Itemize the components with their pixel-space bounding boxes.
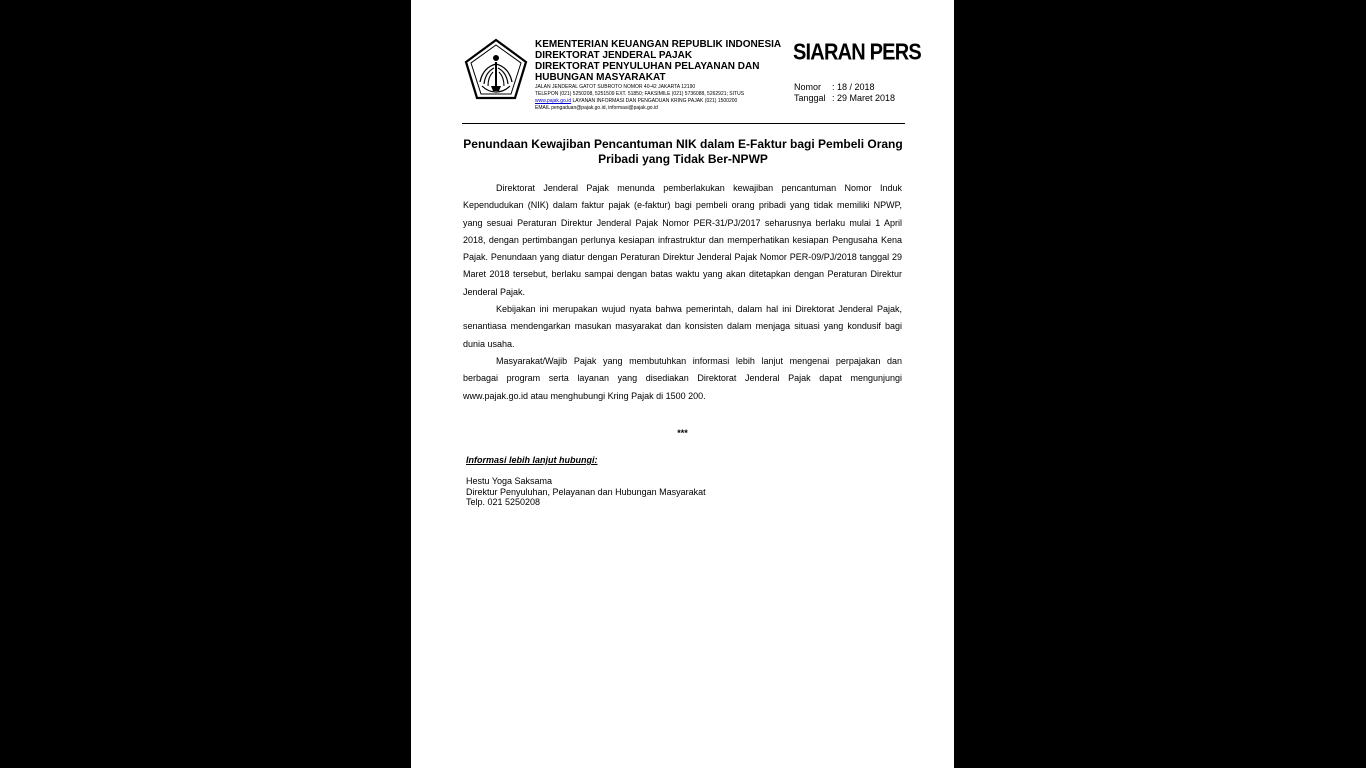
kring-pajak-line: LAYANAN INFORMASI DAN PENGADUAN KRING PAJAK (021) 1500200	[571, 98, 738, 104]
org-line-public-relations: HUBUNGAN MASYARAKAT	[535, 72, 666, 83]
nomor-label: Nomor	[794, 82, 822, 92]
body-paragraph-2: Kebijakan ini merupakan wujud nyata bahwa pemerintah, dalam hal ini Direktorat Jenderal Pajak, senantiasa mendengarkan masukan masyarakat dan konsisten dalam menjaga situasi yang kondusif bagi dunia usaha.	[463, 304, 902, 349]
document-body	[463, 180, 902, 405]
contact-phone: Telp. 021 5250208	[466, 497, 541, 507]
body-paragraph-1: Direktorat Jenderal Pajak menunda pemberlakukan kewajiban pencantuman Nomor Induk Kependudukan (NIK) dalam faktur pajak (e-faktur) bagi pembeli orang pribadi yang tidak memiliki NPWP, yang sesuai Peraturan Direktur Jenderal Pajak Nomor PER-31/PJ/2017 seharusnya berlaku mulai 1 April 2018, dengan pertimbangan perlunya kesiapan infrastruktur dan memperhatikan kesiapan Pengusaha Kena Pajak. Penundaan yang diatur dengan Peraturan Direktur Jenderal Pajak Nomor PER-09/PJ/2018 tanggal 29 Maret 2018 tersebut, berlaku sampai dengan batas waktu yang akan ditetapkan dengan Peraturan Direktur Jenderal Pajak.	[463, 183, 902, 297]
contact-block	[466, 476, 706, 508]
header-divider	[462, 123, 905, 124]
contact-position: Direktur Penyuluhan, Pelayanan dan Hubungan Masyarakat	[466, 486, 706, 497]
org-line-directorate-general: DIREKTORAT JENDERAL PAJAK	[535, 50, 693, 61]
organization-header	[535, 39, 795, 111]
email-line: EMAIL pengaduan@pajak.go.id, informasi@pajak.go.id	[535, 105, 658, 111]
nomor-value: : 18 / 2018	[832, 82, 875, 92]
document-page	[411, 0, 954, 768]
address-line: JALAN JENDERAL GATOT SUBROTO NOMOR 40-42 JAKARTA 12190	[535, 84, 696, 90]
body-paragraph-3: Masyarakat/Wajib Pajak yang membutuhkan informasi lebih lanjut mengenai perpajakan dan berbagai program serta layanan yang disediakan Direktorat Jenderal Pajak dapat mengunjungi www.pajak.go.id atau menghubungi Kring Pajak di 1500 200.	[463, 355, 902, 401]
tanggal-label: Tanggal	[794, 93, 826, 103]
section-separator: ***	[677, 428, 688, 438]
ministry-emblem-logo	[464, 38, 528, 100]
org-line-ministry: KEMENTERIAN KEUANGAN REPUBLIK INDONESIA	[535, 39, 782, 50]
tanggal-row	[794, 93, 895, 104]
website-link[interactable]: www.pajak.go.id	[535, 98, 572, 104]
org-line-directorate: DIREKTORAT PENYULUHAN PELAYANAN DAN	[535, 61, 760, 72]
tanggal-value: : 29 Maret 2018	[832, 93, 896, 103]
contact-heading: Informasi lebih lanjut hubungi:	[466, 455, 598, 465]
press-release-label: SIARAN PERS	[793, 40, 921, 66]
website-line	[535, 98, 795, 104]
nomor-row	[794, 82, 895, 93]
phone-line: TELEPON (021) 5250208, 5251509 EXT. 51850; FAKSIMILE (021) 5736088, 5262921; SITUS	[535, 91, 745, 97]
contact-name: Hestu Yoga Saksama	[466, 476, 553, 486]
document-meta	[794, 82, 895, 104]
document-title: Penundaan Kewajiban Pencantuman NIK dalam E-Faktur bagi Pembeli Orang Pribadi yang Tidak Ber-NPWP	[463, 137, 903, 166]
